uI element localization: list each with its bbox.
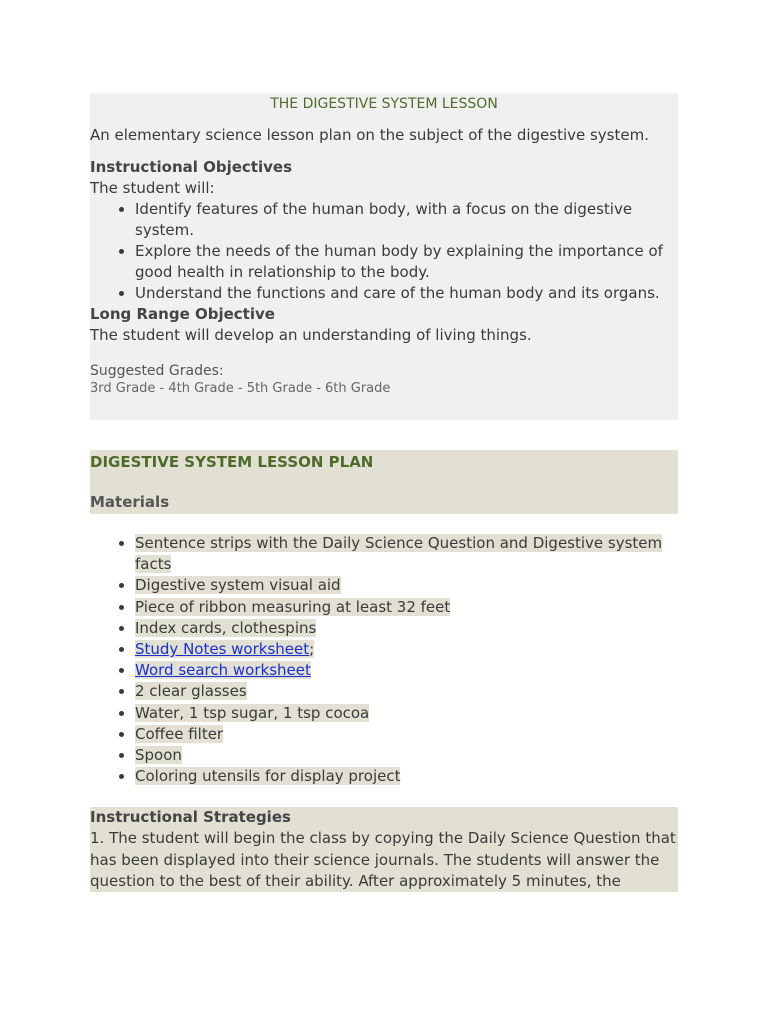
lesson-document (90, 93, 678, 892)
grades-label: Suggested Grades: (90, 363, 224, 379)
strategies-section (90, 807, 678, 892)
list-item: • Understand the functions and care of the human body and its organs. (135, 283, 678, 304)
list-item: • Study Notes worksheet; (135, 639, 678, 660)
lesson-summary: An elementary science lesson plan on the subject of the digestive system. (90, 126, 649, 144)
lesson-plan-header (90, 450, 678, 514)
strategies-heading: Instructional Strategies (90, 808, 291, 827)
page-title: THE DIGESTIVE SYSTEM LESSON (270, 96, 498, 112)
list-item: • 2 clear glasses (135, 681, 678, 702)
list-item: • Coloring utensils for display project (135, 766, 678, 787)
list-item: • Water, 1 tsp sugar, 1 tsp cocoa (135, 703, 678, 724)
list-item: • Piece of ribbon measuring at least 32 feet (135, 597, 678, 618)
long-range-heading: Long Range Objective (90, 305, 275, 323)
list-item: • Sentence strips with the Daily Science Question and Digestive system facts (135, 533, 678, 575)
list-item: • Coffee filter (135, 724, 678, 745)
study-notes-link[interactable]: Study Notes worksheet (135, 640, 310, 659)
list-item (135, 660, 678, 681)
list-item: • Index cards, clothespins (135, 618, 678, 639)
intro-section (90, 93, 678, 420)
strategies-text: 1. The student will begin the class by copying the Daily Science Question that has been displayed into their science journals. The students will answer the question to the best of their ability. After approximately 5 minutes, the (90, 829, 676, 891)
list-item: • Explore the needs of the human body by explaining the importance of good health in relationship to the body. (135, 241, 678, 283)
long-range-text: The student will develop an understanding of living things. (90, 326, 532, 344)
list-item: • Spoon (135, 745, 678, 766)
list-item: • Identify features of the human body, with a focus on the digestive system. (135, 199, 678, 241)
lesson-plan-title: DIGESTIVE SYSTEM LESSON PLAN (90, 453, 374, 471)
objectives-lead: The student will: (90, 179, 215, 197)
word-search-link[interactable]: Word search worksheet (135, 661, 311, 680)
materials-heading: Materials (90, 493, 170, 511)
objectives-list (90, 199, 678, 304)
list-item: • Digestive system visual aid (135, 575, 678, 596)
materials-list (90, 533, 678, 787)
grades-values: 3rd Grade - 4th Grade - 5th Grade - 6th Grade (90, 381, 391, 396)
objectives-heading: Instructional Objectives (90, 158, 292, 176)
